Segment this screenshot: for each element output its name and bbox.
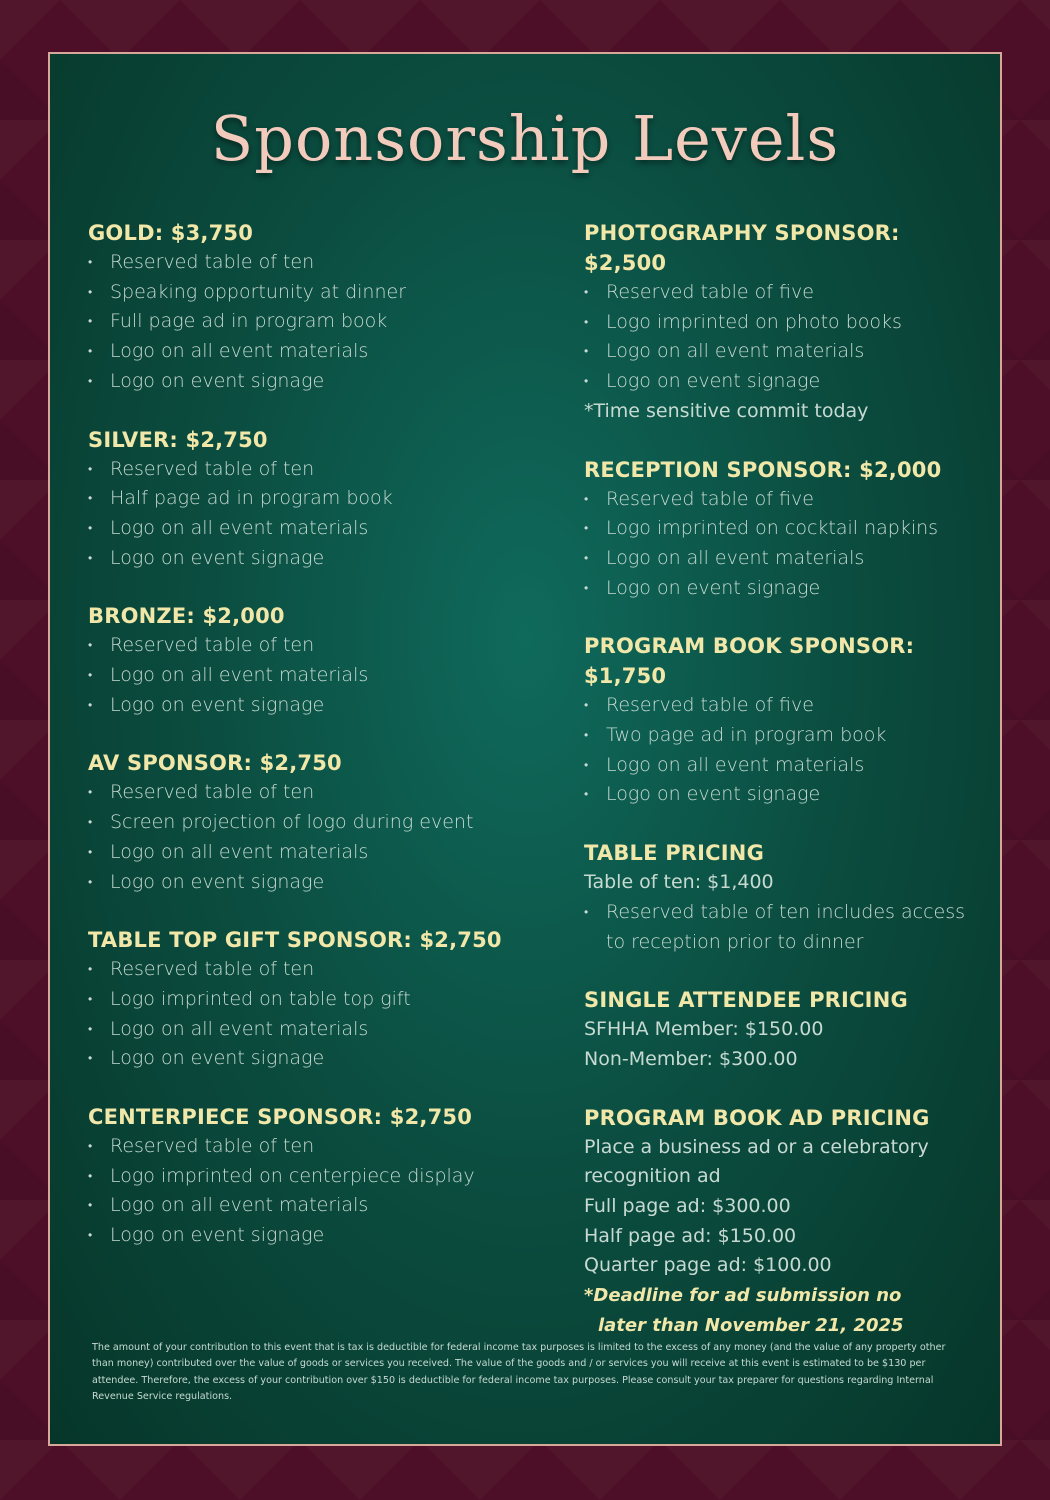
list-item: • Logo on all event materials [88,514,548,544]
full-page-price: Full page ad: $300.00 [584,1195,791,1218]
list-item: • Logo on event signage [88,367,548,397]
list-item: • Reserved table of ten includes access to reception prior to dinner [584,898,984,957]
section-heading: CENTERPIECE SPONSOR: $2,750 [88,1105,473,1130]
tax-disclaimer: The amount of your contribution to this event that is tax is deductible for federal income tax purposes is limited to the excess of any money (and the value of any property other than money) contributed over the value of goods or services you received. The value of the goods and / or services you will receive at this event is estimated to be $130 per attendee. Therefore, the excess of your contribution over $150 is deductible for federal income tax purposes. Please consult your tax preparer for questions regarding Internal Revenue Service regulations. [92,1342,946,1403]
list-item: • Reserved table of ten [88,455,548,485]
program-book-sponsor-section [584,631,984,810]
single-attendee-section [584,985,984,1074]
ad-intro: Place a business ad or a celebratory recognition ad [584,1135,929,1188]
silver-section [88,425,548,574]
table-price: Table of ten: $1,400 [584,871,774,894]
section-heading: TABLE TOP GIFT SPONSOR: $2,750 [88,928,502,953]
list-item: • Two page ad in program book [584,721,984,751]
non-member-price: Non-Member: $300.00 [584,1047,798,1070]
section-heading: PROGRAM BOOK SPONSOR: $1,750 [584,634,915,689]
list-item: • Reserved table of ten [88,1132,548,1162]
right-column [584,218,984,1369]
section-heading: BRONZE: $2,000 [88,604,285,629]
reception-section [584,455,984,604]
deadline-note: *Deadline for ad submission no [584,1285,902,1307]
list-item: • Reserved table of five [584,691,984,721]
list-item: • Reserved table of ten [88,631,548,661]
section-heading: SINGLE ATTENDEE PRICING [584,988,908,1013]
section-heading: AV SPONSOR: $2,750 [88,751,342,776]
sponsorship-panel [48,52,1002,1446]
table-pricing-section [584,838,984,957]
quarter-page-price: Quarter page ad: $100.00 [584,1254,832,1277]
list-item: • Reserved table of ten [88,248,548,278]
list-item: • Logo on all event materials [88,1191,548,1221]
bronze-section [88,601,548,720]
list-item: • Reserved table of ten [88,778,548,808]
list-item: • Speaking opportunity at dinner [88,278,548,308]
list-item: • Logo imprinted on centerpiece display [88,1162,548,1192]
list-item: • Logo on event signage [88,1221,548,1251]
list-item: • Logo imprinted on photo books [584,308,984,338]
av-sponsor-section [88,748,548,897]
list-item: • Half page ad in program book [88,484,548,514]
list-item: • Logo imprinted on table top gift [88,985,548,1015]
gold-section [88,218,548,397]
list-item: • Logo on all event materials [584,751,984,781]
deadline-date: later than November 21, 2025 [598,1314,904,1336]
list-item: • Logo on event signage [88,691,548,721]
table-top-gift-section [88,925,548,1074]
member-price: SFHHA Member: $150.00 [584,1018,824,1041]
page-title: Sponsorship Levels [210,102,840,175]
section-heading: GOLD: $3,750 [88,221,254,245]
list-item: • Logo on event signage [584,780,984,810]
list-item: • Logo on all event materials [584,337,984,367]
list-item: • Full page ad in program book [88,307,548,337]
section-heading: SILVER: $2,750 [88,427,268,452]
list-item: • Logo on all event materials [584,544,984,574]
list-item: • Reserved table of five [584,278,984,308]
section-heading: PROGRAM BOOK AD PRICING [584,1105,930,1130]
list-item: • Logo on event signage [584,367,984,397]
list-item: • Logo on all event materials [88,337,548,367]
list-item: • Reserved table of five [584,485,984,515]
section-heading: TABLE PRICING [584,841,765,866]
list-item: • Logo imprinted on cocktail napkins [584,514,984,544]
section-heading: RECEPTION SPONSOR: $2,000 [584,457,942,482]
list-item: • Logo on event signage [88,1044,548,1074]
centerpiece-section [88,1102,548,1251]
time-sensitive-note: *Time sensitive commit today [584,399,869,422]
list-item: • Logo on event signage [88,868,548,898]
half-page-price: Half page ad: $150.00 [584,1224,797,1247]
list-item: • Logo on all event materials [88,661,548,691]
list-item: • Logo on event signage [88,544,548,574]
ad-pricing-section [584,1103,984,1341]
left-column [88,218,548,1279]
list-item: • Logo on all event materials [88,838,548,868]
list-item: • Reserved table of ten [88,955,548,985]
list-item: • Logo on event signage [584,574,984,604]
list-item: • Screen projection of logo during event [88,808,548,838]
photography-section [584,218,984,427]
section-heading: PHOTOGRAPHY SPONSOR: $2,500 [584,221,900,275]
list-item: • Logo on all event materials [88,1015,548,1045]
